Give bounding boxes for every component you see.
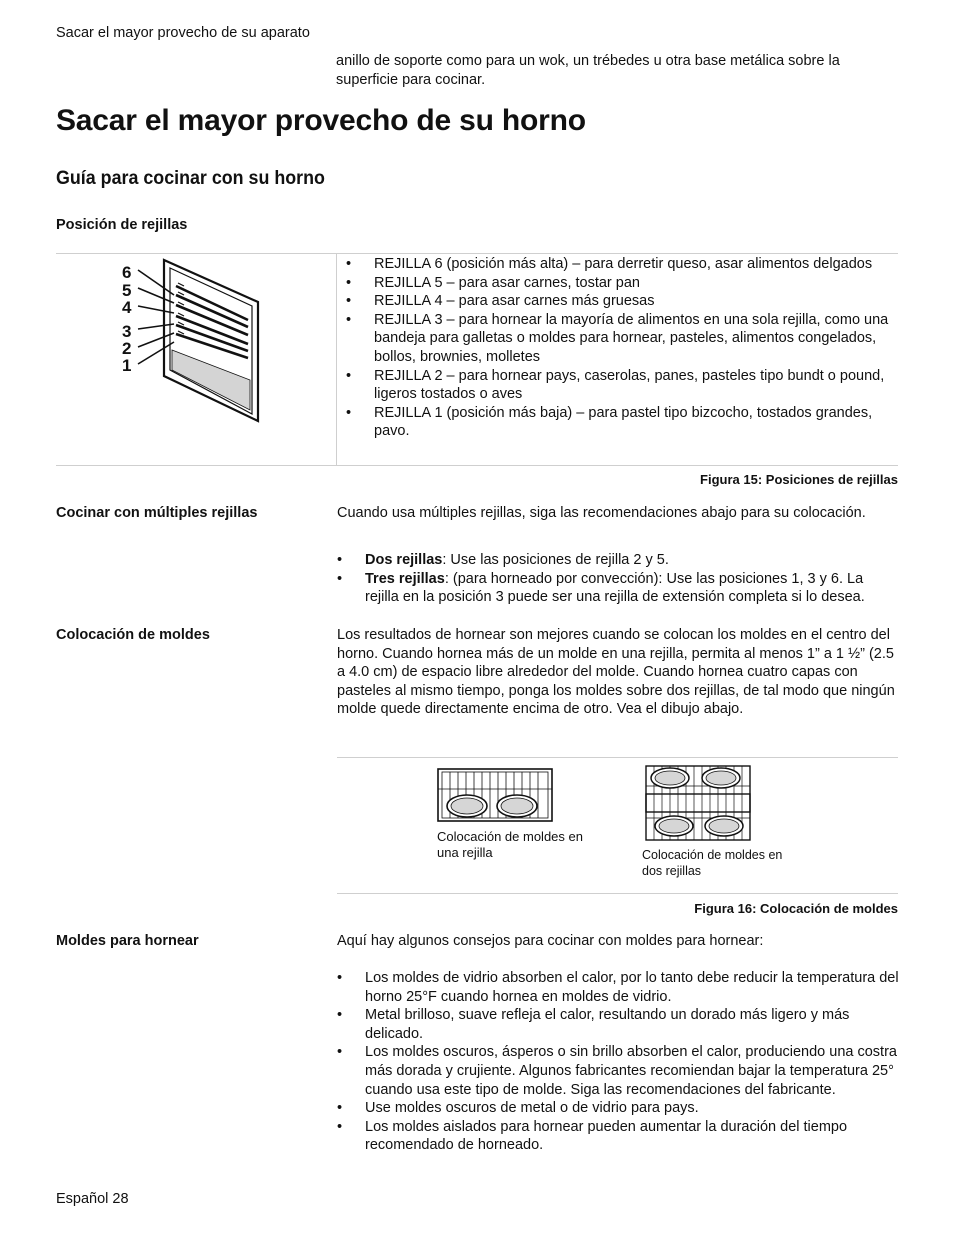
bakeware-list (337, 969, 899, 1155)
bakeware-text: Aquí hay algunos consejos para cocinar con moldes para hornear: (337, 933, 764, 949)
oven-rack-illustration (118, 258, 268, 426)
pan-placement-text: Los resultados de hornear son mejores cuando se colocan los moldes en el centro del horno. Cuando hornea más de un molde en una rejilla, permita al menos 1” a 1 ½” (2.5 a 4.0 cm) de espacio libre alrededor del molde. Cuando hornea cuatro capas con pasteles al mismo tiempo, ponga los moldes sobre dos rejillas, de tal modo que ningún molde quede directamente encima de otro. Vea el dibujo abajo. (337, 627, 895, 718)
rack-label-2: 2 (122, 339, 132, 358)
two-racks-item: • Dos rejillas: Use las posiciones de rejilla 2 y 5. (337, 551, 899, 570)
single-rack-illustration (436, 767, 556, 825)
figure16-top-rule (337, 757, 898, 758)
rack-item-3: • REJILLA 3 – para hornear la mayoría de alimentos en una sola rejilla, como una bandeja para galletas o moldes para hornear, pasteles, alimentos congelados, bollos, brownies, molletes (337, 311, 892, 367)
intro-text: anillo de soporte como para un wok, un trébedes u otra base metálica sobre la superficie para cocinar. (336, 53, 840, 88)
multi-rack-text: Cuando usa múltiples rejillas, siga las recomendaciones abajo para su colocación. (337, 505, 866, 521)
two-racks-illustration (644, 764, 754, 842)
multi-rack-heading: Cocinar con múltiples rejillas (56, 505, 258, 521)
rack-item-6: • REJILLA 6 (posición más alta) – para derretir queso, asar alimentos delgados (337, 255, 892, 274)
rack-item-4: • REJILLA 4 – para asar carnes más gruesas (337, 292, 892, 311)
page-footer: Español 28 (56, 1191, 129, 1207)
figure15-top-rule (56, 253, 898, 254)
bakeware-item: • Use moldes oscuros de metal o de vidrio para pays. (337, 1099, 899, 1118)
bakeware-item: • Los moldes aislados para hornear pueden aumentar la duración del tiempo recomendado de horneado. (337, 1118, 899, 1155)
section-subtitle: Guía para cocinar con su horno (56, 168, 325, 189)
rack-item-5: • REJILLA 5 – para asar carnes, tostar pan (337, 274, 892, 293)
figure15-bottom-rule (56, 465, 898, 466)
rack-positions-heading: Posición de rejillas (56, 217, 188, 233)
rack-item-2: • REJILLA 2 – para hornear pays, caserolas, panes, pasteles tipo bundt o pound, ligeros tostados o aves (337, 367, 892, 404)
rack-label-6: 6 (122, 263, 132, 282)
page-title: Sacar el mayor provecho de su horno (56, 104, 586, 137)
bakeware-item: • Metal brilloso, suave refleja el calor, resultando un dorado más ligero y más delicado. (337, 1006, 899, 1043)
rack-label-5: 5 (122, 281, 132, 300)
running-header: Sacar el mayor provecho de su aparato (56, 25, 310, 41)
rack-item-1: • REJILLA 1 (posición más baja) – para pastel tipo bizcocho, tostados grandes, pavo. (337, 404, 892, 441)
single-rack-label: Colocación de moldes en una rejilla (437, 829, 583, 860)
rack-list (337, 255, 892, 441)
bakeware-item: • Los moldes oscuros, ásperos o sin brillo absorben el calor, produciendo una costra más dorada y crujiente. Algunos fabricantes recomiendan bajar la temperatura 25° cuando usa este tipo de molde. Siga las recomendaciones del fabricante. (337, 1043, 899, 1099)
figure16-bottom-rule (337, 893, 898, 894)
figure16-caption: Figura 16: Colocación de moldes (694, 901, 898, 916)
figure15-caption: Figura 15: Posiciones de rejillas (700, 472, 898, 487)
pan-placement-heading: Colocación de moldes (56, 627, 210, 643)
rack-label-3: 3 (122, 322, 132, 341)
two-racks-label: Colocación de moldes en dos rejillas (642, 848, 783, 878)
multi-rack-list (337, 551, 899, 607)
three-racks-item: • Tres rejillas: (para horneado por convección): Use las posiciones 1, 3 y 6. La rejilla en la posición 3 puede ser una rejilla de extensión completa si lo desea. (337, 570, 899, 607)
rack-label-1: 1 (122, 356, 132, 375)
bakeware-item: • Los moldes de vidrio absorben el calor, por lo tanto debe reducir la temperatura del horno 25°F cuando hornea en moldes de vidrio. (337, 969, 899, 1006)
rack-label-4: 4 (122, 298, 132, 317)
bakeware-heading: Moldes para hornear (56, 933, 199, 949)
